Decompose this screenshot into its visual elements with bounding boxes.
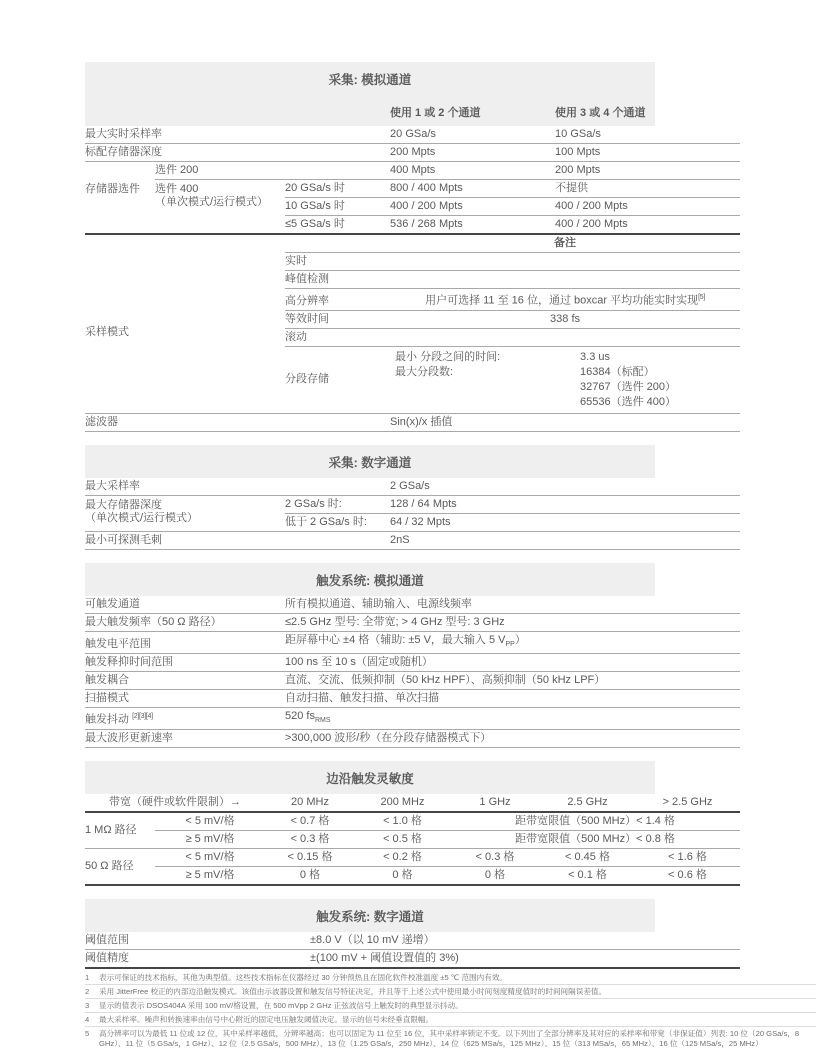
cell-50ohm-ge5mv-1ghz: 0 格 (450, 867, 540, 886)
edge-sensitivity-table (85, 794, 740, 886)
bandwidth-header: 带宽（硬件或软件限制）→ (85, 794, 265, 812)
row-mode-realtime (85, 253, 740, 271)
hires-text: 用户可选择 11 至 16 位，通过 boxcar 平均功能实时实现 (425, 294, 699, 307)
footnotes-block (85, 971, 816, 1050)
trig-level-post: ） (514, 633, 526, 646)
value-opt400-10g-ch34: 400 / 200 Mpts (555, 198, 740, 216)
value-opt400-20g-ch12: 800 / 400 Mpts (390, 180, 555, 198)
value-trig-jitter (285, 707, 740, 729)
section-acq-digital (85, 445, 655, 550)
cell-1mohm-lt5mv-200mhz: < 1.0 格 (355, 812, 450, 831)
mode-segmented: 分段存储 (285, 346, 390, 413)
label-trig-channels: 可触发通道 (85, 596, 285, 614)
row-note-header (85, 234, 740, 253)
column-header-ch12: 使用 1 或 2 个通道 (390, 107, 481, 119)
footnote-1 (85, 971, 816, 985)
row-max-update-rate (85, 730, 740, 748)
value-digital-max-rate: 2 GSa/s (390, 478, 740, 496)
value-opt200-ch34: 200 Mpts (555, 162, 740, 180)
value-filter: Sin(x)/x 插值 (390, 413, 740, 431)
cell-empty (395, 381, 580, 394)
cell-50ohm-ge5mv-20mhz: 0 格 (265, 867, 355, 886)
note-header: 备注 (390, 234, 740, 253)
value-min-glitch: 2nS (390, 531, 740, 549)
segmented-detail (390, 346, 740, 413)
label-max-realtime-rate: 最大实时采样率 (85, 126, 390, 144)
acq-analog-table (85, 126, 740, 432)
footnote-3-text: 显示的值表示 DSOS404A 采用 100 mV/格设置，在 500 mVpp 2 GHz 正弦波信号上触发时的典型显示抖动。 (99, 1001, 463, 1011)
bw-col-200mhz: 200 MHz (355, 794, 450, 812)
segmented-grid (390, 349, 740, 411)
mode-realtime: 实时 (285, 253, 390, 271)
label-filter: 滤波器 (85, 413, 390, 431)
footnote-5 (85, 1027, 816, 1050)
cell-1mohm-lt5mv-20mhz: < 0.7 格 (265, 812, 355, 831)
value-hires (390, 289, 740, 311)
cell-1mohm-lt5mv-span: 距带宽限值（500 MHz）< 1.4 格 (450, 812, 740, 831)
value-sweep-mode: 自动扫描、触发扫描、单次扫描 (285, 689, 740, 707)
opt400-line2: （单次模式/运行模式） (155, 196, 269, 208)
value-opt400-10g-ch12: 400 / 200 Mpts (390, 198, 555, 216)
cond-1mohm-lt5mv: < 5 mV/格 (155, 812, 265, 831)
value-opt200-ch12: 400 Mpts (390, 162, 555, 180)
cell-50ohm-lt5mv-200mhz: < 0.2 格 (355, 849, 450, 867)
row-digital-memory-2g (85, 495, 740, 513)
seg-max-count-std: 16384（标配） (580, 365, 655, 378)
row-threshold-accuracy (85, 950, 740, 969)
footnote-4 (85, 1013, 816, 1027)
label-opt200: 选件 200 (155, 162, 285, 180)
footnote-2-text: 采用 JitterFree 校正的内部边沿触发模式。该值由示波器设置和触发信号特征决定，并且等于上述公式中使用最小时间刻度精度值时的时间间隔误差值。 (99, 987, 607, 997)
acq-analog-column-headers (85, 95, 655, 126)
value-digital-sub2g: 64 / 32 Mpts (390, 513, 740, 531)
value-equiv-time: 338 fs (390, 310, 740, 328)
trig-jitter-footnote-refs: [2][3][4] (132, 713, 153, 721)
cell-empty (390, 253, 740, 271)
value-std-memory-ch12: 200 Mpts (390, 144, 555, 162)
row-max-realtime-rate (85, 126, 740, 144)
row-holdoff-range (85, 653, 740, 671)
row-sweep-mode (85, 689, 740, 707)
digital-memory-line1: 最大存储器深度 (85, 498, 162, 511)
row-trig-coupling (85, 671, 740, 689)
section-title-trig-analog: 触发系统: 模拟通道 (85, 563, 655, 596)
row-opt200 (85, 162, 740, 180)
row-filter (85, 413, 740, 431)
column-header-ch34: 使用 3 或 4 个通道 (555, 107, 646, 119)
mode-equiv-time: 等效时间 (285, 310, 390, 328)
value-holdoff-range: 100 ns 至 10 s（固定或随机） (285, 653, 740, 671)
section-title-acq-digital: 采集: 数字通道 (85, 445, 655, 478)
cond-digital-sub2g: 低于 2 GSa/s 时: (285, 513, 390, 531)
cell-empty (390, 328, 740, 346)
seg-max-count-label: 最大分段数: (395, 365, 454, 378)
label-digital-memory (85, 495, 285, 531)
value-max-rate-ch34: 10 GSa/s (555, 126, 740, 144)
footnote-5-number: 5 (85, 1029, 90, 1039)
value-max-update-rate: >300,000 波形/秒（在分段存储器模式下） (285, 730, 740, 748)
row-digital-max-rate (85, 478, 740, 496)
cell-empty (390, 271, 740, 289)
mode-roll: 滚动 (285, 328, 390, 346)
opt400-line1: 选件 400 (155, 183, 199, 195)
row-opt400-20g (85, 180, 740, 198)
cell-1mohm-ge5mv-200mhz: < 0.5 格 (355, 831, 450, 849)
footnote-1-number: 1 (85, 973, 90, 983)
label-opt400 (155, 180, 285, 235)
bw-col-gt2p5ghz: > 2.5 GHz (635, 794, 740, 812)
label-trig-level-range: 触发电平范围 (85, 631, 285, 653)
cell-empty (85, 162, 155, 180)
value-max-trig-freq: ≤2.5 GHz 型号: 全带宽; > 4 GHz 型号: 3 GHz (285, 613, 740, 631)
cell-empty (85, 234, 285, 253)
value-opt400-20g-ch34: 不提供 (555, 180, 740, 198)
cond-digital-2g: 2 GSa/s 时: (285, 495, 390, 513)
cell-empty (395, 396, 580, 409)
value-threshold-range: ±8.0 V（以 10 mV 递增） (310, 932, 740, 950)
section-title-trig-digital: 触发系统: 数字通道 (85, 899, 655, 932)
mode-peak-detect: 峰值检测 (285, 271, 390, 289)
row-1mohm-lt5mv (85, 812, 740, 831)
label-memory-options: 存储器选件 (85, 180, 155, 235)
row-threshold-range (85, 932, 740, 950)
trig-jitter-label-text: 触发抖动 (85, 714, 129, 727)
seg-min-time-value: 3.3 us (580, 350, 610, 363)
section-trig-analog (85, 563, 655, 748)
value-threshold-accuracy: ±(100 mV + 阈值设置值的 3%) (310, 950, 740, 969)
label-max-update-rate: 最大波形更新速率 (85, 730, 285, 748)
row-trig-level-range (85, 631, 740, 653)
cell-1mohm-ge5mv-20mhz: < 0.3 格 (265, 831, 355, 849)
cell-50ohm-lt5mv-2p5ghz: < 0.45 格 (540, 849, 635, 867)
seg-min-time-label: 最小 分段之间的时间: (395, 350, 501, 363)
cond-5gsa: ≤5 GSa/s 时 (285, 216, 390, 235)
cell-50ohm-ge5mv-200mhz: 0 格 (355, 867, 450, 886)
footnote-4-number: 4 (85, 1015, 90, 1025)
label-sweep-mode: 扫描模式 (85, 689, 285, 707)
label-threshold-range: 阈值范围 (85, 932, 310, 950)
section-title-acq-analog: 采集: 模拟通道 (85, 62, 655, 95)
column-header-spacer (85, 104, 390, 120)
section-acq-analog (85, 62, 705, 432)
cell-50ohm-lt5mv-gt2p5ghz: < 1.6 格 (635, 849, 740, 867)
trig-digital-table (85, 932, 740, 969)
cond-50ohm-ge5mv: ≥ 5 mV/格 (155, 867, 265, 886)
value-std-memory-ch34: 100 Mpts (555, 144, 740, 162)
section-trig-digital (85, 899, 655, 969)
row-1mohm-ge5mv (85, 831, 740, 849)
row-bandwidth-header (85, 794, 740, 812)
footnote-3 (85, 999, 816, 1013)
mode-hires: 高分辨率 (285, 289, 390, 311)
section-title-edge-sensitivity: 边沿触发灵敏度 (85, 761, 655, 794)
cond-20gsa: 20 GSa/s 时 (285, 180, 390, 198)
footnote-1-text: 表示可保证的技术指标，其他为典型值。这些技术指标在仪器经过 30 分钟预热且在固化软件校准温度 ±5 ℃ 范围内有效。 (99, 973, 508, 983)
label-trig-coupling: 触发耦合 (85, 671, 285, 689)
seg-max-count-opt400: 65536（选件 400） (580, 395, 677, 408)
cell-empty (285, 234, 390, 253)
trig-level-sub: PP (505, 640, 515, 648)
group-50ohm-path: 50 Ω 路径 (85, 849, 155, 886)
value-digital-2g: 128 / 64 Mpts (390, 495, 740, 513)
value-opt400-5g-ch34: 400 / 200 Mpts (555, 216, 740, 235)
cell-empty (285, 162, 390, 180)
cell-50ohm-lt5mv-20mhz: < 0.15 格 (265, 849, 355, 867)
value-max-rate-ch12: 20 GSa/s (390, 126, 555, 144)
label-trig-jitter (85, 707, 285, 729)
cell-50ohm-ge5mv-2p5ghz: < 0.1 格 (540, 867, 635, 886)
label-min-glitch: 最小可探测毛刺 (85, 531, 390, 549)
cell-50ohm-lt5mv-1ghz: < 0.3 格 (450, 849, 540, 867)
value-trig-coupling: 直流、交流、低频抑制（50 kHz HPF）、高频抑制（50 kHz LPF） (285, 671, 740, 689)
acq-digital-table (85, 478, 740, 550)
cond-10gsa: 10 GSa/s 时 (285, 198, 390, 216)
trig-analog-table (85, 596, 740, 748)
label-max-trig-freq: 最大触发频率（50 Ω 路径） (85, 613, 285, 631)
bw-col-2p5ghz: 2.5 GHz (540, 794, 635, 812)
row-std-memory (85, 144, 740, 162)
section-edge-sensitivity (85, 761, 713, 886)
label-std-memory: 标配存储器深度 (85, 144, 390, 162)
row-max-trig-freq (85, 613, 740, 631)
value-trig-channels: 所有模拟通道、辅助输入、电源线频率 (285, 596, 740, 614)
value-opt400-5g-ch12: 536 / 268 Mpts (390, 216, 555, 235)
bw-col-20mhz: 20 MHz (265, 794, 355, 812)
cell-1mohm-ge5mv-span: 距带宽限值（500 MHz）< 0.8 格 (450, 831, 740, 849)
row-50ohm-ge5mv (85, 867, 740, 886)
hires-footnote-ref: [5] (698, 294, 705, 301)
footnote-3-number: 3 (85, 1001, 90, 1011)
label-threshold-accuracy: 阈值精度 (85, 950, 310, 969)
digital-memory-line2: （单次模式/运行模式） (85, 511, 199, 524)
value-trig-level-range (285, 631, 740, 653)
cell-50ohm-ge5mv-gt2p5ghz: < 0.6 格 (635, 867, 740, 886)
row-min-glitch (85, 531, 740, 549)
footnote-2 (85, 985, 816, 999)
row-50ohm-lt5mv (85, 849, 740, 867)
row-trig-jitter (85, 707, 740, 729)
footnote-5-text: 高分辨率可以为最低 11 位或 12 位，其中采样率越低，分辨率越高；也可以固定为 11 位至 16 位，其中采样率锁定不变。以下列出了全部分辨率及其对应的采样率和带宽（非保证值）列表: 10 位（20 GSa/s，8 GHz）、11 位（5 GSa/s，1 GHz）、12 位（2.5 GSa/s，500 MHz）、13 位（1.25 GSa/s，250 MHz）、14 位（625 MSa/s，125 MHz）、15 位（313 MSa/s，65 MHz）、16 位（125 MSa/s，25 MHz） (99, 1029, 800, 1049)
row-trig-channels (85, 596, 740, 614)
seg-max-count-opt200: 32767（选件 200） (580, 380, 677, 393)
trig-jitter-value: 520 fs (285, 709, 315, 722)
trig-jitter-rms: RMS (314, 717, 331, 725)
label-sampling-mode: 采样模式 (85, 253, 285, 414)
cond-1mohm-ge5mv: ≥ 5 mV/格 (155, 831, 265, 849)
group-1mohm-path: 1 MΩ 路径 (85, 812, 155, 849)
footnote-4-text: 最大采样率。噪声和转换速率由信号中心附近的固定电压触发阈值决定。显示的信号未经垂直限幅。 (99, 1015, 434, 1025)
bw-col-1ghz: 1 GHz (450, 794, 540, 812)
label-holdoff-range: 触发释抑时间范围 (85, 653, 285, 671)
footnote-2-number: 2 (85, 987, 90, 997)
label-digital-max-rate: 最大采样率 (85, 478, 390, 496)
acq-analog-header-block (85, 62, 655, 126)
cond-50ohm-lt5mv: < 5 mV/格 (155, 849, 265, 867)
trig-level-pre: 距屏幕中心 ±4 格（辅助: ±5 V，最大输入 5 V (285, 633, 506, 646)
